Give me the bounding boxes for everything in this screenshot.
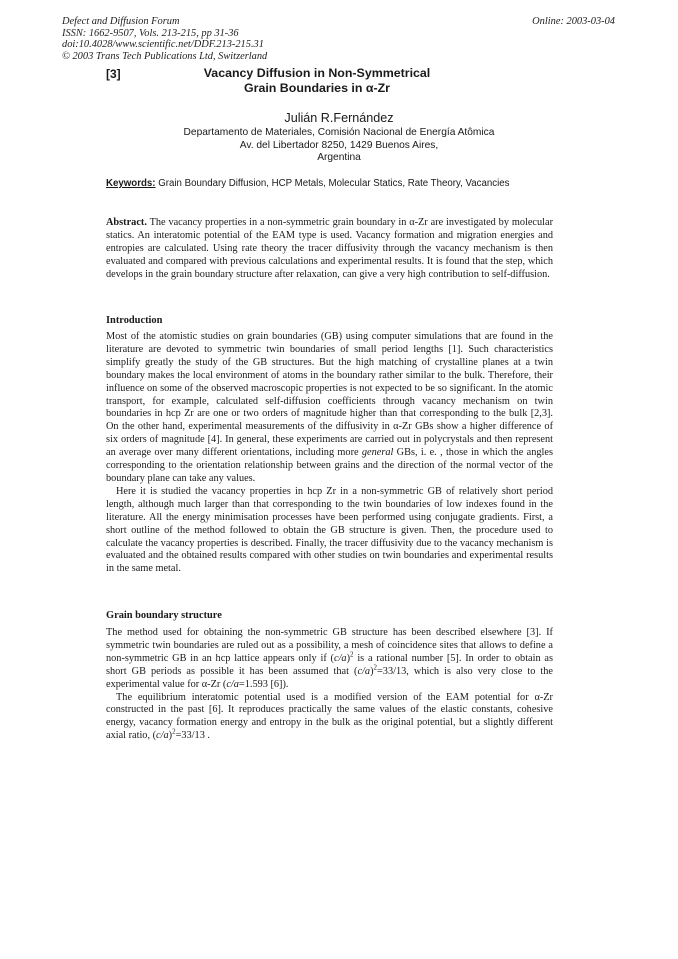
- online-date: Online: 2003-03-04: [532, 16, 615, 27]
- affiliation-line2: Av. del Libertador 8250, 1429 Buenos Aires,: [239, 139, 439, 151]
- journal-header: [62, 16, 267, 62]
- introduction-body: [106, 331, 553, 576]
- keywords-label: Keywords:: [106, 178, 156, 189]
- affiliation-line3: Argentina: [317, 152, 361, 164]
- reference-number: [3]: [106, 67, 121, 81]
- journal-issn: ISSN: 1662-9507, Vols. 213-215, pp 31-36: [62, 27, 239, 39]
- journal-copyright: © 2003 Trans Tech Publications Ltd, Switzerland: [62, 50, 268, 62]
- author-name: Julián R.Fernández: [284, 111, 394, 125]
- gb-structure-body: [106, 627, 553, 743]
- paper-title: [150, 66, 484, 95]
- gb-structure-heading: Grain boundary structure: [106, 610, 222, 621]
- paper-title-line2: Grain Boundaries in α-Zr: [244, 80, 390, 95]
- introduction-paragraph-2: Here it is studied the vacancy properties in hcp Zr in a non-symmetric GB of relatively short period length, although much larger than that corresponding to the twin boundaries of low indexes found in the literature. All the energy minimisation processes have been performed using conjugate gradients. First, a short outline of the method followed to obtain the GB structure is given. Then, the procedure used to calculate the vacancy properties is described. Finally, the tracer diffusivity due to the vacancy mechanism is evaluated and the obtained results compared with other studies on twin boundaries and experimental results in the same metal.: [106, 485, 553, 575]
- gb-structure-paragraph-1: The method used for obtaining the non-symmetric GB structure has been described elsewhere [3]. If symmetric twin boundaries are ruled out as a possibility, a mesh of coincidence sites that allows to define a non-symmetric GB in an hcp lattice appears only if $(c/a)^2$ is a rational number [5]. In order to obtain as short GB periods as possible it has been assumed that $(c/a)^2=33/13$, which is also very close to the experimental value for α-Zr (c/a=1.593 [6]).: [106, 627, 554, 690]
- affiliation: [0, 127, 678, 165]
- gb-structure-paragraph-2: The equilibrium interatomic potential used is a modified version of the EAM potential for α-Zr constructed in the past [6]. It reproduces practically the same values of the elastic constants, cohesive energy, vacancy formation energy and entropy in the bulk as the original potential, but a slightly different axial ratio, $(c/a)^2=33/13$ .: [106, 691, 553, 742]
- abstract-text: The vacancy properties in a non-symmetric grain boundary in α-Zr are investigated by molecular statics. An interatomic potential of the EAM type is used. Vacancy formation and migration energies and entropies are calculated. Using rate theory the tracer diffusivity through the vacancy mechanism is then evaluated and compared with previous calculations and experimental results. It is found that the step, which develops in the grain boundary structure after relaxation, can give a very high contribution to self-diffusion.: [106, 217, 554, 280]
- keywords: [106, 178, 509, 189]
- introduction-heading: Introduction: [106, 315, 163, 326]
- journal-doi[interactable]: doi:10.4028/www.scientific.net/DDF.213-215.31: [62, 39, 264, 51]
- keywords-list: Grain Boundary Diffusion, HCP Metals, Molecular Statics, Rate Theory, Vacancies: [158, 178, 510, 189]
- abstract-label: Abstract.: [106, 217, 147, 228]
- introduction-paragraph-1: Most of the atomistic studies on grain boundaries (GB) using computer simulations that are found in the literature are devoted to symmetric twin boundaries of small period lengths [1]. Such characteristics simplify greatly the study of the GB structures. But the high matching of crystalline planes at a twin boundary makes the local environment of atoms in the boundary rather similar to the bulk. Therefore, their influence on some of the observed macroscopic properties is not expected to be so significant. In the atomic transport, for example, calculated self-diffusion coefficients through vacancy mechanism on twin boundaries in hcp Zr are one or two orders of magnitude higher than that corresponding to the bulk [2,3]. On the other hand, experimental measurements of the diffusivity in α-Zr GBs show a higher difference of six orders of magnitude [4]. In general, these experiments are carried out in polycrystals and then represent an average over many different orientations, including more general GBs, i. e. , those in which the angles corresponding to the orientation relationship between grains and the direction of the normal vector of the boundary plane can take any values.: [106, 331, 553, 484]
- abstract: [106, 217, 553, 282]
- affiliation-line1: Departamento de Materiales, Comisión Nacional de Energía Atômica: [183, 127, 495, 138]
- paper-title-line1: Vacancy Diffusion in Non-Symmetrical: [203, 66, 431, 80]
- journal-name: Defect and Diffusion Forum: [62, 16, 180, 27]
